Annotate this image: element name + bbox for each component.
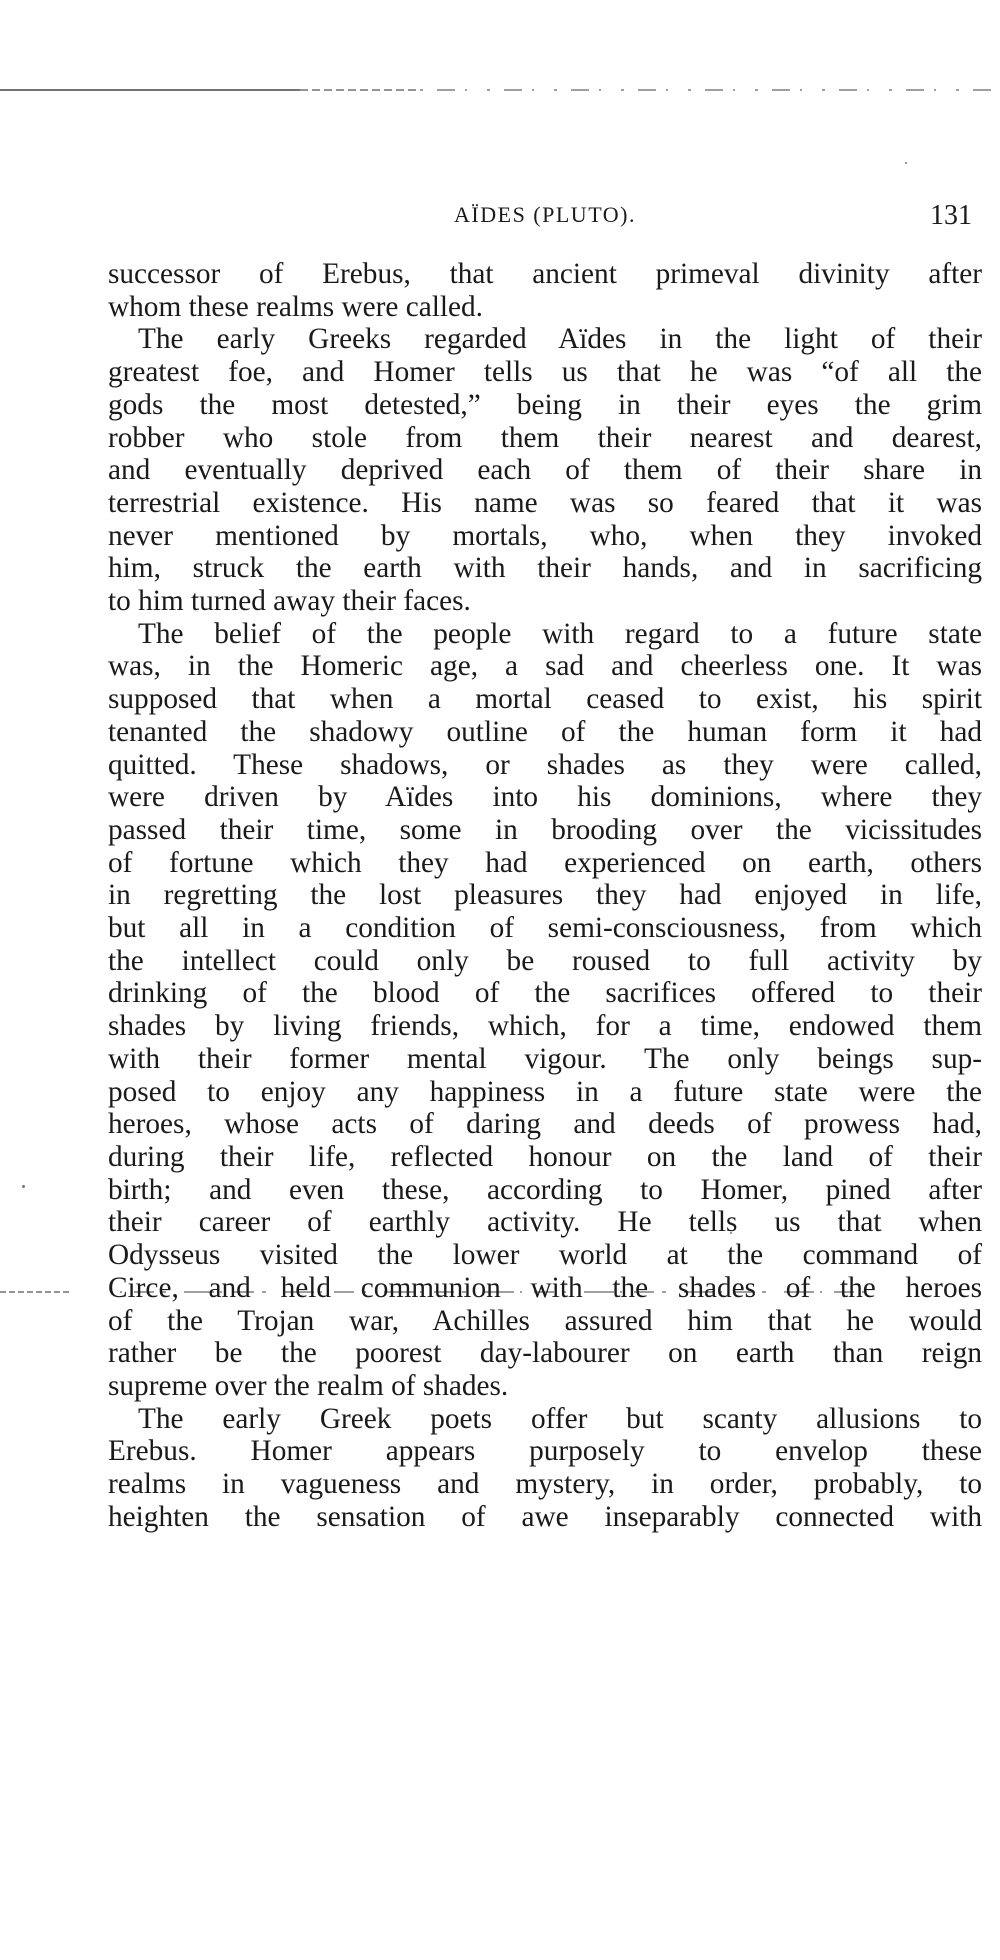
text-line: The belief of the people with regard to a future state <box>138 617 982 650</box>
text-line: birth; and even these, according to Homer, pined after <box>108 1173 982 1206</box>
text-line: to him turned away their faces. <box>108 585 471 618</box>
text-line: the intellect could only be roused to full activity by <box>108 944 982 977</box>
scan-speck <box>22 1185 25 1188</box>
text-line: their career of earthly activity. He tells us that when <box>108 1206 982 1239</box>
text-line: but all in a condition of semi-consciousness, from which <box>108 912 982 945</box>
text-line: rather be the poorest day-labourer on earth than reign <box>108 1337 982 1370</box>
text-line: gods the most detested,” being in their eyes the grim <box>108 388 982 421</box>
text-line: passed their time, some in brooding over the vicissitudes <box>108 813 982 846</box>
body-text <box>108 258 982 1533</box>
text-line: Erebus. Homer appears purposely to envelop these <box>108 1435 982 1468</box>
paragraph <box>108 618 982 1403</box>
text-line: greatest foe, and Homer tells us that he was “of all the <box>108 356 982 389</box>
text-line: realms in vagueness and mystery, in order, probably, to <box>108 1468 982 1501</box>
paragraph <box>108 1403 982 1534</box>
paragraph <box>108 323 982 617</box>
page-header <box>108 200 982 236</box>
text-line: heighten the sensation of awe inseparably connected with <box>108 1500 982 1533</box>
scan-speck <box>905 162 907 164</box>
text-line: Odysseus visited the lower world at the command of <box>108 1239 982 1272</box>
text-line: was, in the Homeric age, a sad and cheerless one. It was <box>108 650 982 683</box>
text-line: and eventually deprived each of them of their share in <box>108 454 982 487</box>
text-line: whom these realms were called. <box>108 290 484 323</box>
text-line: Circe, and held communion with the shades of the heroes <box>108 1271 982 1304</box>
text-line: in regretting the lost pleasures they had enjoyed in life, <box>108 879 982 912</box>
text-line: successor of Erebus, that ancient primeval divinity after <box>108 258 982 290</box>
text-line: quitted. These shadows, or shades as they were called, <box>108 748 982 781</box>
text-line: tenanted the shadowy outline of the human form it had <box>108 715 982 748</box>
text-line: terrestrial existence. His name was so feared that it was <box>108 486 982 519</box>
text-line: him, struck the earth with their hands, and in sacrificing <box>108 552 982 585</box>
running-head: AÏDES (PLUTO). <box>454 202 636 227</box>
text-line: The early Greeks regarded Aïdes in the light of their <box>138 323 982 356</box>
page-number: 131 <box>930 200 972 231</box>
text-line: never mentioned by mortals, who, when they invoked <box>108 519 982 552</box>
text-line: shades by living friends, which, for a time, endowed them <box>108 1010 982 1043</box>
text-line: supreme over the realm of shades. <box>108 1369 509 1402</box>
text-line: robber who stole from them their nearest and dearest, <box>108 421 982 454</box>
text-line: The early Greek poets offer but scanty allusions to <box>138 1402 982 1435</box>
text-line: of the Trojan war, Achilles assured him that he would <box>108 1304 982 1337</box>
text-line: drinking of the blood of the sacrifices offered to their <box>108 977 982 1010</box>
text-line: posed to enjoy any happiness in a future state were the <box>108 1075 982 1108</box>
text-line: were driven by Aïdes into his dominions, where they <box>108 781 982 814</box>
text-line: during their life, reflected honour on the land of their <box>108 1140 982 1173</box>
scan-rule-top <box>0 88 1000 92</box>
text-line: with their former mental vigour. The only beings sup- <box>108 1042 982 1075</box>
text-line: of fortune which they had experienced on earth, others <box>108 846 982 879</box>
text-line: supposed that when a mortal ceased to exist, his spirit <box>108 683 982 716</box>
paragraph <box>108 258 982 323</box>
text-line: heroes, whose acts of daring and deeds of prowess had, <box>108 1108 982 1141</box>
